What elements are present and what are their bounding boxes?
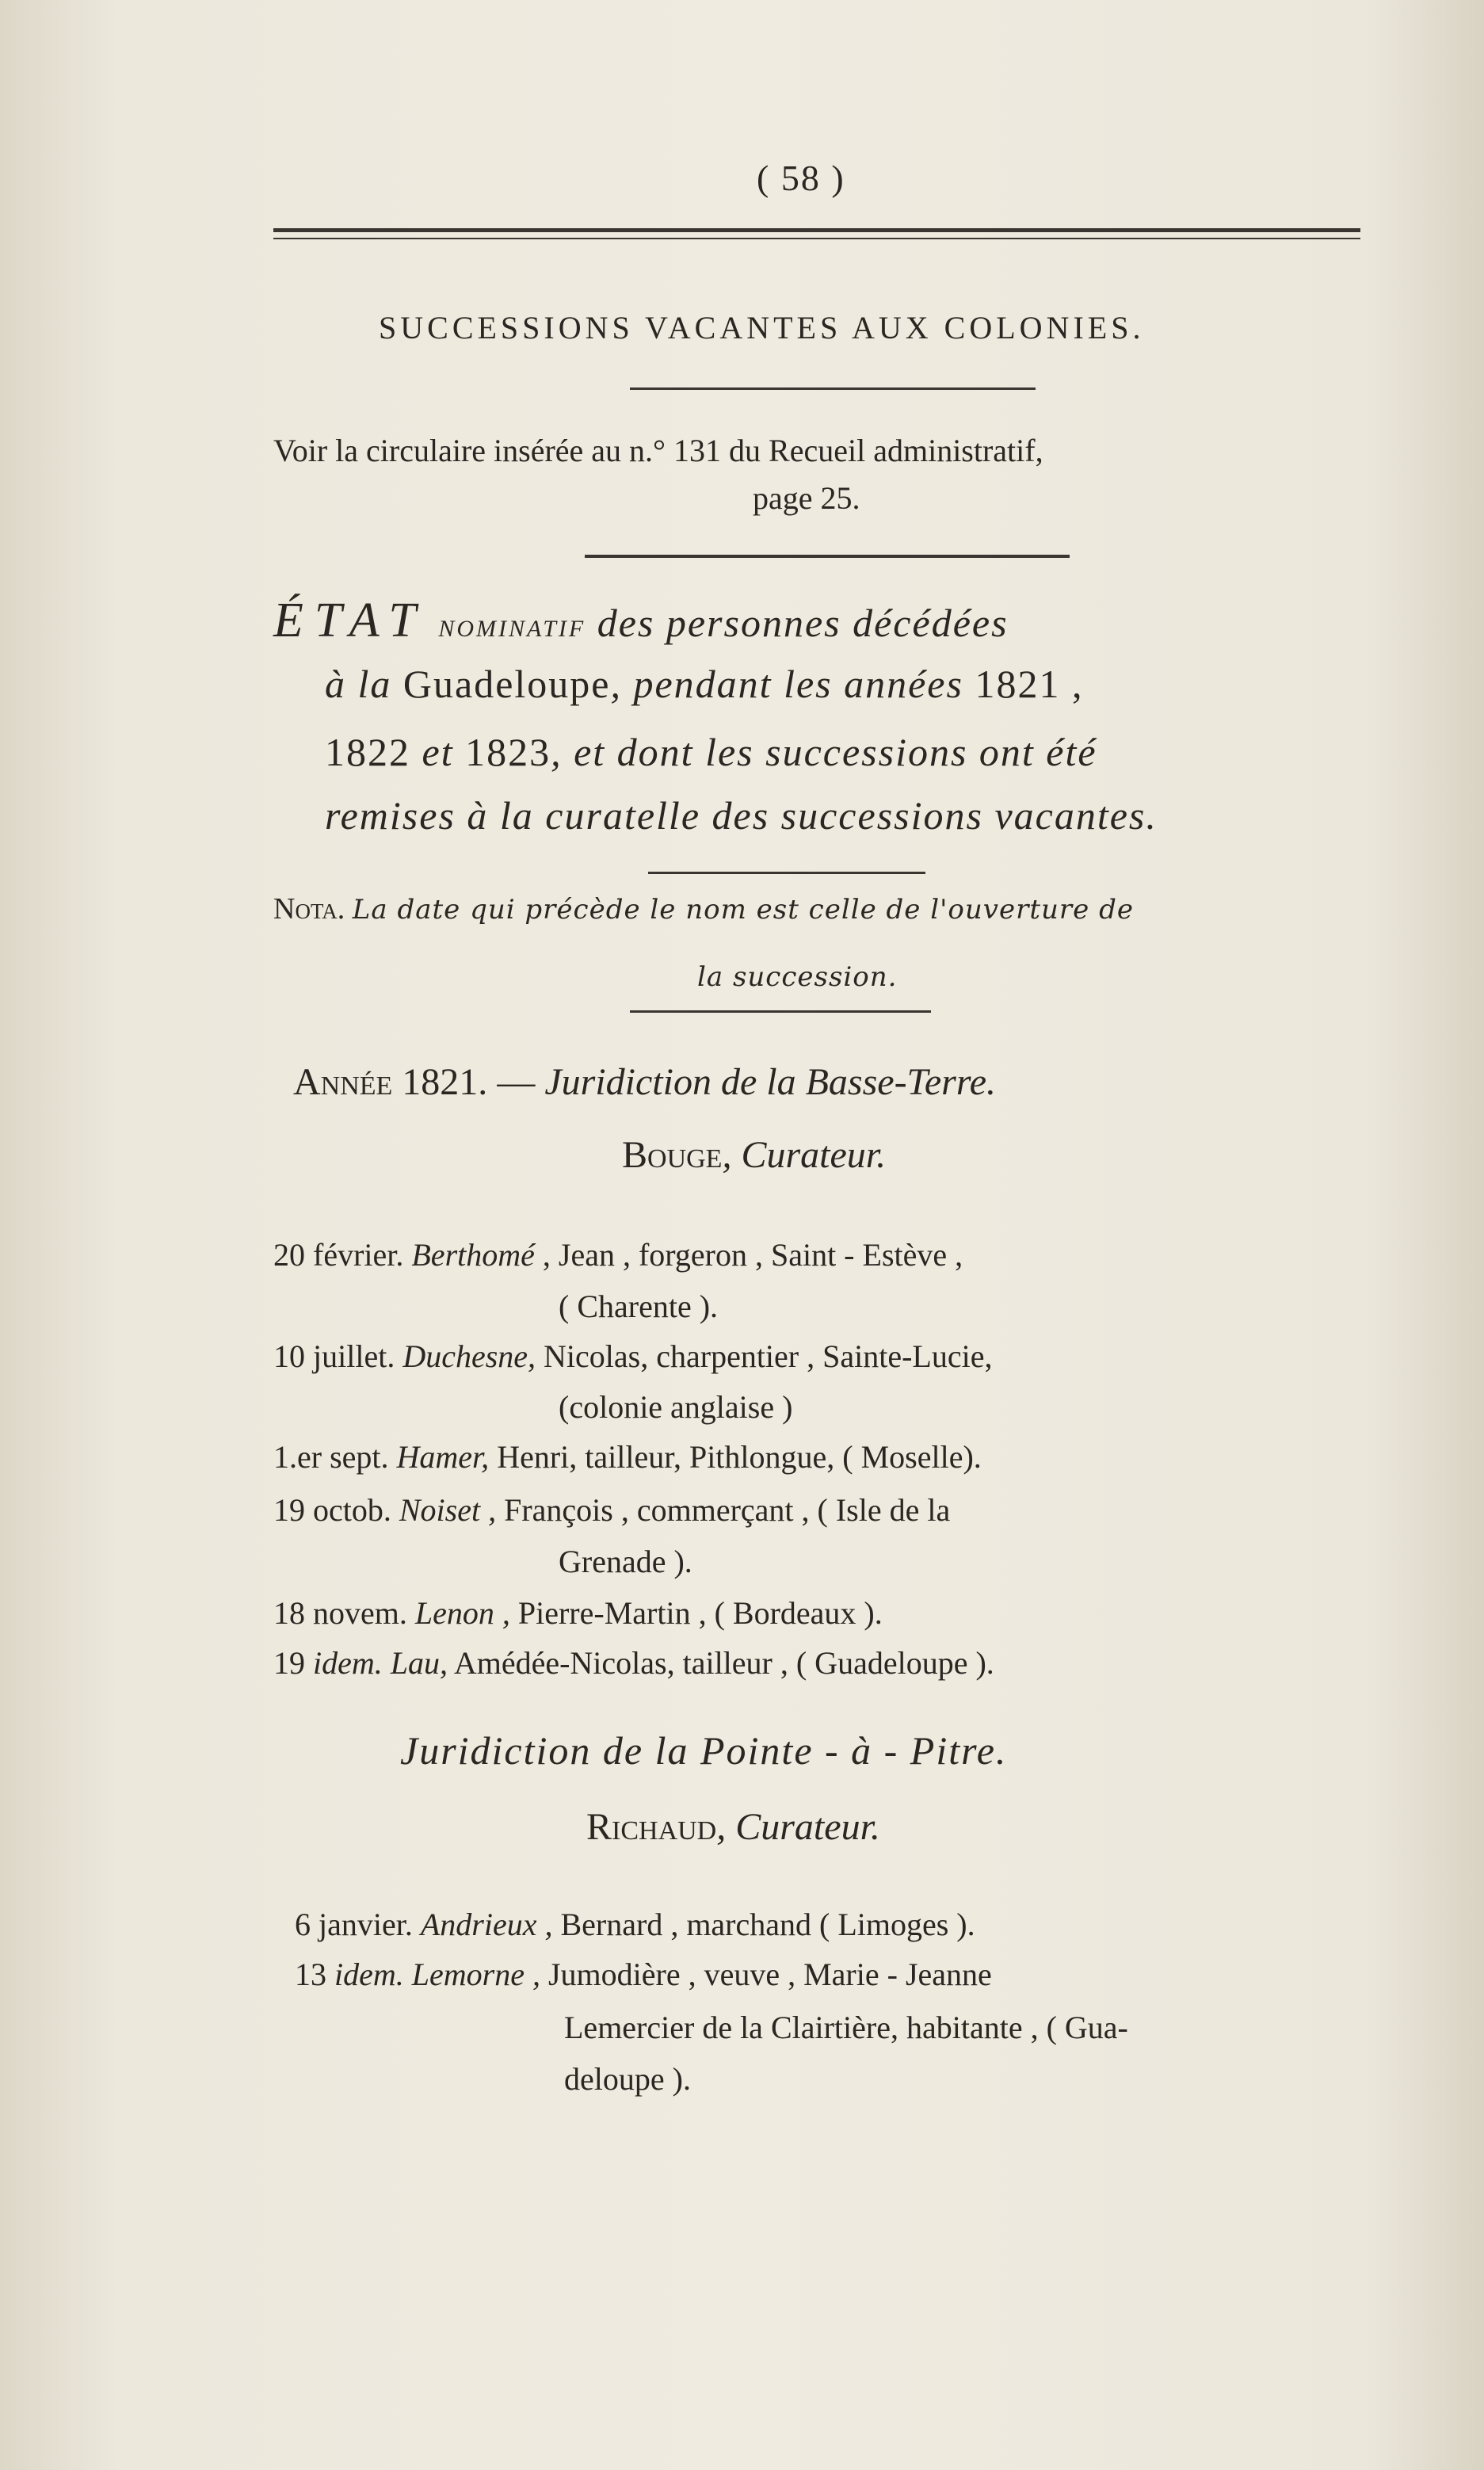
- entry-name: Lau,: [390, 1645, 448, 1681]
- entry-row-continued: ( Charente ).: [559, 1288, 719, 1324]
- etat-line-3-a: 1822: [325, 730, 410, 774]
- entry-name: Lemorne ,: [411, 1957, 540, 1992]
- entry-details: Bernard , marchand ( Limoges ).: [560, 1907, 975, 1942]
- entry-details: François , commerçant , ( Isle de la: [504, 1492, 951, 1528]
- etat-word: ÉTAT: [273, 594, 427, 647]
- etat-line-3-b: et: [422, 730, 454, 774]
- divider-rule-4: [630, 1010, 931, 1013]
- entry-row: [273, 1644, 994, 1682]
- curator-bouge: [622, 1133, 886, 1177]
- entry-date: 19 octob.: [273, 1492, 391, 1528]
- etat-line-3-d: , et dont les successions ont été: [551, 730, 1097, 774]
- entry-date: 10 juillet.: [273, 1338, 395, 1374]
- header-double-rule-bottom: [273, 238, 1360, 239]
- entry-row: [295, 1906, 975, 1943]
- entry-details: , Jean , forgeron , Saint - Estève ,: [542, 1237, 963, 1273]
- entry-details: Amédée-Nicolas, tailleur , ( Guadeloupe ).: [453, 1645, 994, 1681]
- entry-name: Noiset ,: [399, 1492, 497, 1528]
- etat-line-3-c: 1823: [465, 730, 551, 774]
- year-label: Année 1821.: [293, 1061, 488, 1103]
- entry-row-continued: (colonie anglaise ): [559, 1389, 793, 1425]
- reference-line-2: page 25.: [753, 480, 860, 516]
- entry-name: Duchesne,: [402, 1338, 536, 1374]
- entry-date-idem: idem.: [334, 1957, 404, 1992]
- nota-text-line-2: la succession.: [697, 961, 898, 993]
- divider-rule-3: [648, 872, 925, 874]
- etat-line-2-a: à la: [325, 662, 392, 706]
- entry-date: 18 novem.: [273, 1595, 407, 1631]
- header-double-rule-top: [273, 228, 1360, 232]
- etat-line-2-b: Guadeloupe: [402, 662, 611, 706]
- entry-date: 13: [295, 1957, 326, 1992]
- curator-name: Bouge: [622, 1134, 723, 1176]
- year-heading: [293, 1060, 996, 1104]
- entry-date: 20 février.: [273, 1237, 404, 1273]
- nota-label: Nota.: [273, 892, 345, 926]
- jurisdiction-basse-terre: Juridiction de la Basse-Terre.: [544, 1061, 997, 1103]
- curator-richaud: [586, 1805, 880, 1849]
- etat-line-2-c: , pendant les années: [610, 662, 963, 706]
- section-title: SUCCESSIONS VACANTES AUX COLONIES.: [379, 310, 1145, 345]
- jurisdiction-pointe-a-pitre: Juridiction de la Pointe - à - Pitre.: [400, 1728, 1008, 1773]
- curator-title: , Curateur.: [716, 1806, 880, 1848]
- divider-rule-2: [585, 555, 1070, 558]
- page-number: ( 58 ): [757, 158, 845, 198]
- entry-details: Jumodière , veuve , Marie - Jeanne: [547, 1957, 992, 1992]
- entry-row: [273, 1338, 992, 1375]
- entry-row-continued: Lemercier de la Clairtière, habitante , ( Gua-: [564, 2010, 1128, 2045]
- divider-rule-1: [630, 387, 1036, 390]
- entry-date: 19: [273, 1645, 305, 1681]
- entry-name: Berthomé: [411, 1237, 535, 1273]
- entry-row: [295, 1956, 992, 1993]
- entry-name: Lenon ,: [414, 1595, 510, 1631]
- entry-row: [273, 1594, 883, 1632]
- curator-name: Richaud: [586, 1806, 717, 1848]
- entry-date: 1.er sept.: [273, 1439, 389, 1475]
- curator-title: , Curateur.: [722, 1134, 887, 1176]
- entry-date: 6 janvier.: [295, 1907, 413, 1942]
- etat-line-1-rest: des personnes décédées: [597, 601, 1009, 645]
- entry-details: Pierre-Martin , ( Bordeaux ).: [517, 1595, 883, 1631]
- etat-line-2-d: 1821 ,: [975, 662, 1084, 706]
- etat-heading-line-4: remises à la curatelle des successions vacantes.: [325, 793, 1158, 838]
- entry-row-continued: deloupe ).: [564, 2061, 691, 2097]
- nota-text-line-1: La date qui précède le nom est celle de l'ouverture de: [352, 894, 1134, 926]
- etat-heading-line-2: [325, 661, 1083, 707]
- nominatif-word: NOMINATIF: [438, 616, 586, 642]
- entry-row: [273, 1491, 950, 1529]
- etat-heading-line-3: [325, 729, 1097, 775]
- entry-row: [273, 1236, 963, 1273]
- entry-name: Andrieux ,: [420, 1907, 553, 1942]
- entry-name: Hamer,: [396, 1439, 490, 1475]
- nota-line-2: [697, 959, 897, 994]
- entry-date-idem: idem.: [313, 1645, 383, 1681]
- reference-line-1: Voir la circulaire insérée au n.° 131 du Recueil administratif,: [273, 433, 1043, 468]
- entry-details: Nicolas, charpentier , Sainte-Lucie,: [544, 1338, 993, 1374]
- entry-row-continued: Grenade ).: [559, 1544, 692, 1579]
- etat-heading-line-1: [273, 593, 1009, 649]
- entry-details: Henri, tailleur, Pithlongue, ( Moselle).: [497, 1439, 982, 1475]
- year-dash: —: [497, 1061, 536, 1103]
- entry-row: [273, 1438, 982, 1476]
- nota-line-1: [273, 891, 1134, 926]
